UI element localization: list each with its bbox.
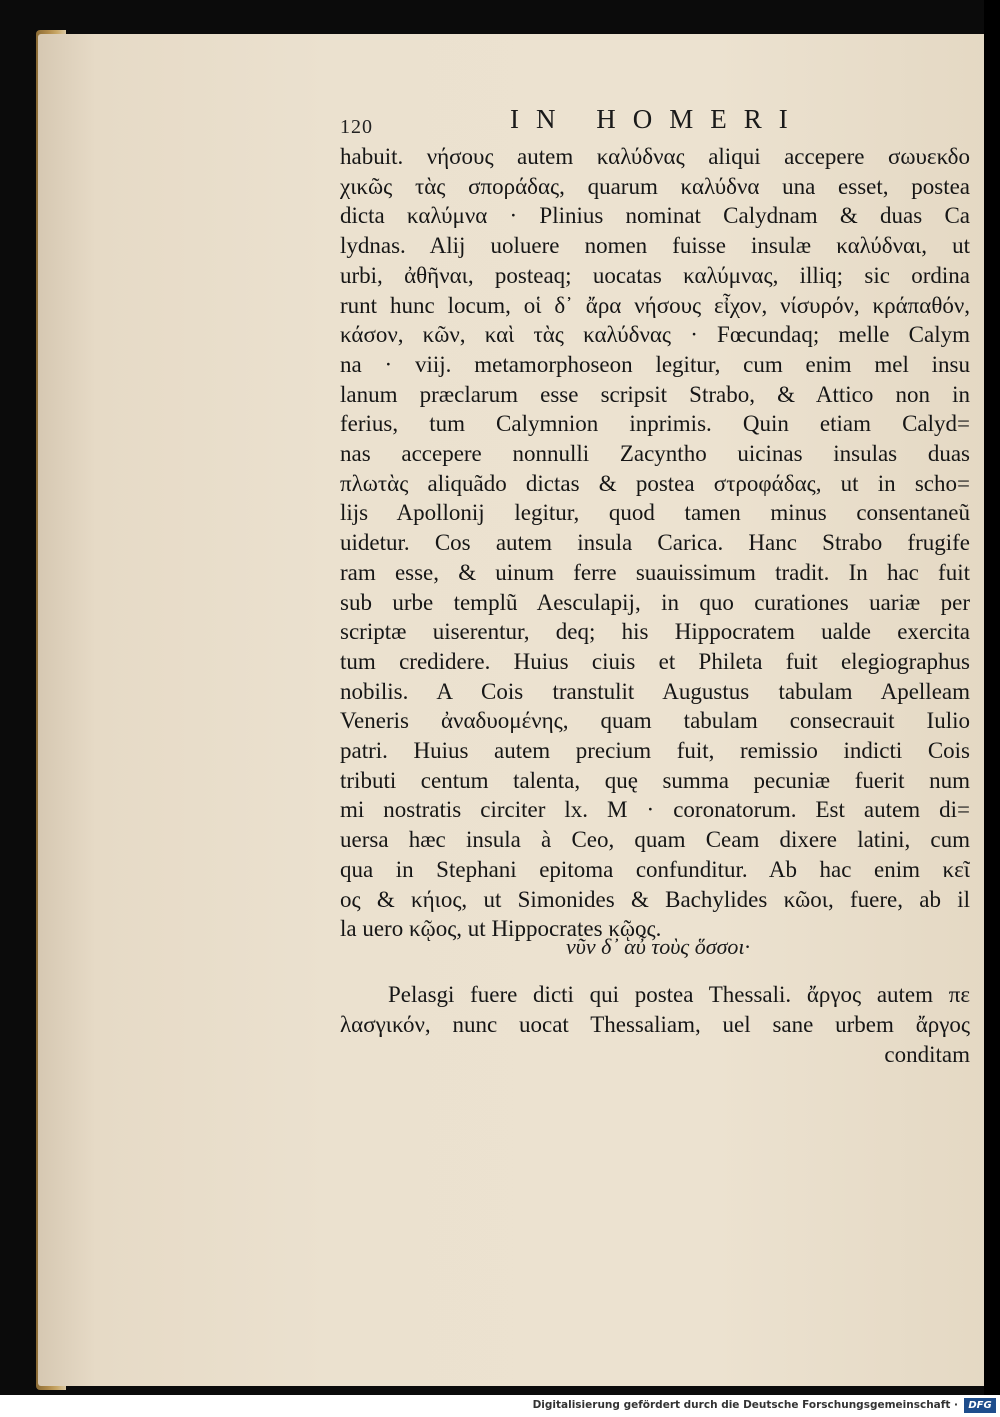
- text-line: urbi, ἀθῆναι, posteaq; uocatas καλύμνας, illiq; sic ordina: [340, 262, 970, 288]
- running-title: IN HOMERI: [510, 104, 805, 134]
- page-number: 120: [340, 116, 373, 138]
- text-line: patri. Huius autem precium fuit, remissio indicti Cois: [340, 738, 970, 764]
- text-line: scriptæ uiserentur, deq; his Hippocratem ualde exercita: [340, 619, 970, 645]
- catchword: conditam: [884, 1042, 970, 1067]
- funding-notice: Digitalisierung gefördert durch die Deutsche Forschungsgemeinschaft ·: [532, 1399, 958, 1411]
- text-line: tributi centum talenta, quę summa pecuniæ fuerit num: [340, 767, 970, 793]
- text-line: lydnas. Alij uoluere nomen fuisse insulæ καλύδναι, ut: [340, 233, 970, 259]
- text-line: na · viij. metamorphoseon legitur, cum enim mel insu: [340, 351, 970, 377]
- commentary-paragraph-2: [340, 980, 970, 1070]
- text-line: Veneris ἀναδυομένης, quam tabulam consecrauit Iulio: [340, 708, 970, 734]
- text-line: sub urbe templũ Aesculapij, in quo curationes uariæ per: [340, 589, 970, 615]
- text-line: λασγικόν, nunc uocat Thessaliam, uel sane urbem ἄργος: [340, 1012, 970, 1037]
- text-line: ram esse, & uinum ferre suauissimum tradit. In hac fuit: [340, 559, 970, 585]
- dfg-logo: DFG: [964, 1398, 996, 1413]
- text-line: ος & κήιος, ut Simonides & Bachylides κῶοι, fuere, ab il: [340, 886, 970, 912]
- text-line: Pelasgi fuere dicti qui postea Thessali. ἄργος autem πε: [388, 982, 970, 1007]
- text-line: uidetur. Cos autem insula Carica. Hanc Strabo frugife: [340, 530, 970, 556]
- text-line: πλωτὰς aliquãdo dictas & postea στροφάδας, ut in scho=: [340, 470, 970, 496]
- text-line: nas accepere nonnulli Zacyntho uicinas insulas duas: [340, 441, 970, 467]
- text-line: κάσον, κῶν, καὶ τὰς καλύδνας · Fœcundaq; melle Calym: [340, 322, 970, 348]
- text-line: la uero κῷος, ut Hippocrates κῷος.: [340, 916, 662, 942]
- running-head: [340, 104, 980, 140]
- text-line: runt hunc locum, οἱ δ᾽ ἄρα νήσους εἶχον, νίσυρόν, κράπαθόν,: [340, 292, 970, 318]
- text-line: ferius, tum Calymnion inprimis. Quin etiam Calyd=: [340, 411, 970, 437]
- text-line: χικῶς τὰς σποράδας, quarum καλύδνα una esset, postea: [340, 173, 970, 199]
- text-line: uersa hæc insula à Ceo, quam Ceam dixere latini, cum: [340, 827, 970, 853]
- footer-bar: [0, 1395, 1000, 1417]
- commentary-text: [340, 142, 970, 944]
- scan-border: [984, 0, 1000, 1395]
- text-line: nobilis. A Cois transtulit Augustus tabulam Apelleam: [340, 678, 970, 704]
- text-line: lanum præclarum esse scripsit Strabo, & Attico non in: [340, 381, 970, 407]
- text-line: tum credidere. Huius ciuis et Phileta fuit elegiographus: [340, 648, 970, 674]
- text-line: dicta καλύμνα · Plinius nominat Calydnam & duas Ca: [340, 203, 970, 229]
- text-line: habuit. νήσους autem καλύδνας aliqui accepere σωυεκδο: [340, 144, 970, 169]
- text-line: mi nostratis circiter lx. M · coronatorum. Est autem di=: [340, 797, 970, 823]
- text-line: qua in Stephani epitoma confunditur. Ab hac enim κεῖ: [340, 856, 970, 882]
- text-line: lijs Apollonij legitur, quod tamen minus consentaneũ: [340, 500, 970, 526]
- greek-verse-lemma: νῦν δ᾽ αὖ τοὺς ὅσσοι·: [566, 934, 751, 959]
